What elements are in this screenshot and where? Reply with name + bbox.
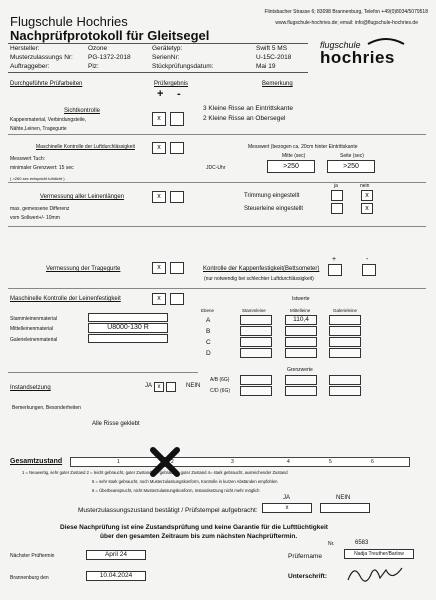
s1-sub2: Nähte,Leinen, Tragegurte <box>10 126 67 132</box>
s2-l1: Messwert Tuch: <box>10 156 46 162</box>
muster-ja: JA <box>283 495 291 501</box>
s5-cd-stamm[interactable] <box>240 386 272 396</box>
s5-d-gal[interactable] <box>329 348 361 358</box>
s5-d-mittel[interactable] <box>285 348 317 358</box>
s5-c-gal[interactable] <box>329 337 361 347</box>
s3-title: Vermessung aller Leinenlängen <box>40 194 125 200</box>
s2-messwert: Messwert (bezogen ca. 20cm hinter Eintrittskante <box>248 144 358 150</box>
s5-a-mittel[interactable]: 110,4 <box>285 315 317 325</box>
s3-ja: ja <box>334 183 338 189</box>
gesamt-1[interactable]: 1 <box>117 459 120 465</box>
hersteller-label: Hersteller: <box>10 45 40 52</box>
s5-row-a: A <box>206 317 211 324</box>
s3-l1: max. gemessene Differenz <box>10 206 70 212</box>
sign-label: Unterschrift: <box>288 573 328 580</box>
s6-bem: Bemerkungen, Besonderheiten <box>12 405 81 411</box>
s1-minus-box[interactable] <box>170 112 184 126</box>
s4-minus: - <box>366 256 369 263</box>
page-subtitle: Nachprüfprotokoll für Gleitsegel <box>10 28 210 43</box>
s4-kontrolle2: (nur notwendig bei schlechter Luftdurchlässigkeit) <box>204 276 314 282</box>
col-plus: + <box>157 88 164 100</box>
datum-value: Mai 19 <box>256 63 276 70</box>
gesamt-scale <box>70 457 410 467</box>
logo-top: flugschule <box>320 40 361 50</box>
s5-b-stamm[interactable] <box>240 326 272 336</box>
s3-steuer-ja[interactable] <box>331 203 343 214</box>
gesamt-2[interactable]: 2 <box>171 459 174 465</box>
s2-mitte-label: Mitte (sec) <box>282 153 306 159</box>
disclaimer-2: über den gesamten Zeitraum bis zum nächsten Nachprüftermin. <box>100 533 298 540</box>
s4-kontrolle: Kontrolle der Kappenfestigkeit(Bettsometer) <box>203 266 320 272</box>
s3-nein: nein <box>360 183 370 189</box>
datum-label: Stückprüfungsdatum: <box>152 63 214 70</box>
s3-trimm-nein[interactable]: x <box>361 190 373 201</box>
gesamt-4[interactable]: 4 <box>287 459 290 465</box>
s5-ab: A/B (6G) <box>210 377 230 383</box>
s5-ab-mittel[interactable] <box>285 375 317 385</box>
s5-row-d: D <box>206 350 211 357</box>
s2-plus-box[interactable]: x <box>152 142 166 154</box>
s5-ab-stamm[interactable] <box>240 375 272 385</box>
gesamt-5[interactable]: 5 <box>329 459 332 465</box>
s2-title: Maschinelle Kontrolle der Luftdurchlässigkeit <box>36 144 135 150</box>
muster-nein-box[interactable] <box>320 503 370 513</box>
disclaimer-1: Diese Nachprüfung ist eine Zustandsprüfung und keine Garantie für die Lufttüchtigkeit <box>60 524 328 531</box>
s1-plus-box[interactable]: x <box>152 112 166 126</box>
s5-gal-value[interactable] <box>88 334 168 343</box>
s2-seite-label: Seite (sec) <box>340 153 364 159</box>
s3-trimm-ja[interactable] <box>331 190 343 201</box>
auftrag-label: Auftraggeber: <box>10 63 50 70</box>
ort-date[interactable]: 10.04.2024 <box>86 571 146 581</box>
s1-sub1: Kappenmaterial, Verbindungsteile, <box>10 117 87 123</box>
gesamt-3[interactable]: 3 <box>231 459 234 465</box>
s5-minus-box[interactable] <box>170 293 184 305</box>
s2-jdc: JDC-Uhr <box>206 165 226 171</box>
s5-stamm: Stammleinenmaterial <box>10 316 57 322</box>
ort-label: Brannenburg den <box>10 575 49 581</box>
s3-trimm: Trimmung eingestellt <box>244 193 300 199</box>
s2-l2: minimaler Grenzwert: 15 sec <box>10 165 74 171</box>
header-title: Flugschule Hochries <box>10 14 128 29</box>
s6-nein: NEIN <box>186 383 201 389</box>
s5-cd-mittel[interactable] <box>285 386 317 396</box>
s6-ja: JA <box>145 383 153 389</box>
gesamt-6[interactable]: 6 <box>371 459 374 465</box>
muster-nein: NEIN <box>336 495 351 501</box>
zulassung-value: PG-1372-2018 <box>88 54 131 61</box>
col-pruefarbeiten: Durchgeführte Prüfarbeiten <box>10 81 83 87</box>
s5-plus-box[interactable]: x <box>152 293 166 305</box>
paraglider-icon <box>366 36 406 46</box>
s5-ab-gal[interactable] <box>329 375 361 385</box>
logo <box>320 36 412 68</box>
zulassung-label: Musterzulassungs Nr: <box>10 54 73 61</box>
s5-a-stamm[interactable] <box>240 315 272 325</box>
col-minus: - <box>177 88 181 100</box>
s2-seite-value[interactable]: >250 <box>327 160 375 173</box>
geraetetyp-value: Swift 5 MS <box>256 45 288 52</box>
s4-title: Vermessung der Tragegurte <box>46 266 121 272</box>
gesamt-title: Gesamtzustand <box>10 458 63 465</box>
auftrag-value: Plz: <box>88 63 99 70</box>
s5-b-gal[interactable] <box>329 326 361 336</box>
col-bemerkung: Bemerkung <box>262 81 293 87</box>
s6-text: Alle Risse geklebt <box>92 421 140 427</box>
s5-h-stamm: Stammleine <box>242 308 266 313</box>
pruefer-value[interactable]: Nadja Treuther/Barlow <box>344 549 414 559</box>
s5-title: Maschinelle Kontrolle der Leinenfestigkeit <box>10 296 121 302</box>
s5-d-stamm[interactable] <box>240 348 272 358</box>
s5-mittel: Mittelleinenmaterial <box>10 326 54 332</box>
s4-plus: + <box>332 256 337 263</box>
s5-cd-gal[interactable] <box>329 386 361 396</box>
hersteller-value: Ozone <box>88 45 108 52</box>
s2-l3: ( >260 sec entspricht luftdicht ) <box>10 176 65 181</box>
s4-festigkeit-plus[interactable] <box>328 264 342 276</box>
header-address: Flintsbacher Strasse 6; 83098 Brannenburg, Telefon +49(0)8034/5079518 <box>264 9 428 15</box>
s5-a-gal[interactable] <box>329 315 361 325</box>
s3-l2: vom Sollwert+/- 10mm <box>10 215 60 221</box>
s5-cd: C/D (6G) <box>210 388 230 394</box>
gesamt-l1: 1 = Neuwertig, sehr guter Zustand 2 = leicht gebraucht, guter Zustand 3 = gebraucht, guter Zustand 4= stark gebraucht, ausreichender Zustand <box>22 470 288 475</box>
s5-stamm-value[interactable] <box>88 313 168 322</box>
s3-steuer-nein[interactable]: x <box>361 203 373 214</box>
next-value[interactable]: April 24 <box>86 550 146 560</box>
s5-grenz: Grenzwerte <box>287 367 313 373</box>
serien-label: SerienNr: <box>152 54 180 61</box>
nr-value: 6583 <box>355 540 369 546</box>
signature-icon <box>346 562 406 586</box>
s5-c-mittel[interactable] <box>285 337 317 347</box>
s5-mittel-value[interactable]: U8000-130 R <box>88 323 168 333</box>
next-label: Nächster Prüftermin <box>10 553 55 559</box>
pruefer-label: Prüfername <box>288 553 322 560</box>
s5-row-b: B <box>206 328 211 335</box>
muster-label: Musterzulassungszustand bestätigt / Prüfstempel aufgebracht: <box>78 507 258 514</box>
s3-minus-box[interactable] <box>170 191 184 203</box>
s1-remark1: 3 Kleine Risse an Eintrittskante <box>203 105 293 112</box>
gesamt-l3: 6 = Überbeansprucht, nicht Musterzulassungskonform, Instandsetzung nicht mehr möglich <box>92 488 260 493</box>
s3-plus-box[interactable]: x <box>152 191 166 203</box>
s2-mitte-value[interactable]: >250 <box>267 160 315 173</box>
s5-c-stamm[interactable] <box>240 337 272 347</box>
s3-steuer: Steuerleine eingestellt <box>244 206 304 212</box>
info-grid <box>8 43 308 73</box>
nr-label: Nr. <box>328 541 335 547</box>
s5-gal: Galerieleinenmaterial <box>10 337 58 343</box>
logo-bottom: hochries <box>320 48 395 67</box>
gesamt-l2: 5 = sehr stark gebraucht, noch Musterzulassungskonform, Kontrolle in kurzen Abständen empfohlen <box>92 479 278 484</box>
col-pruefergebnis: Prüfergebnis <box>154 81 189 87</box>
muster-ja-box[interactable]: x <box>262 503 312 513</box>
s5-h-gal: Galerieleine <box>333 308 358 313</box>
s4-plus-box[interactable]: x <box>152 262 166 274</box>
s4-minus-box[interactable] <box>170 262 184 274</box>
s6-nein-box[interactable] <box>166 382 176 392</box>
s5-ebene: Ebene <box>201 308 215 313</box>
serien-value: U-15C-2018 <box>256 54 292 61</box>
s6-ja-box[interactable]: x <box>154 382 164 392</box>
s5-b-mittel[interactable] <box>285 326 317 336</box>
geraetetyp-label: Gerätetyp: <box>152 45 183 52</box>
header-web: www.flugschule-hochries.de; email: info@flugschule-hochries.de <box>275 20 418 26</box>
s1-remark2: 2 Kleine Risse an Obersegel <box>203 115 286 122</box>
s4-festigkeit-minus[interactable] <box>362 264 376 276</box>
s5-istwerte: Istwerte <box>292 296 310 302</box>
s1-title: Sichtkontrolle <box>64 108 101 114</box>
s6-title: Instandsetzung <box>10 385 51 391</box>
s5-h-mittel: Mittelleine <box>290 308 311 313</box>
s5-row-c: C <box>206 339 211 346</box>
s2-minus-box[interactable] <box>170 142 184 154</box>
